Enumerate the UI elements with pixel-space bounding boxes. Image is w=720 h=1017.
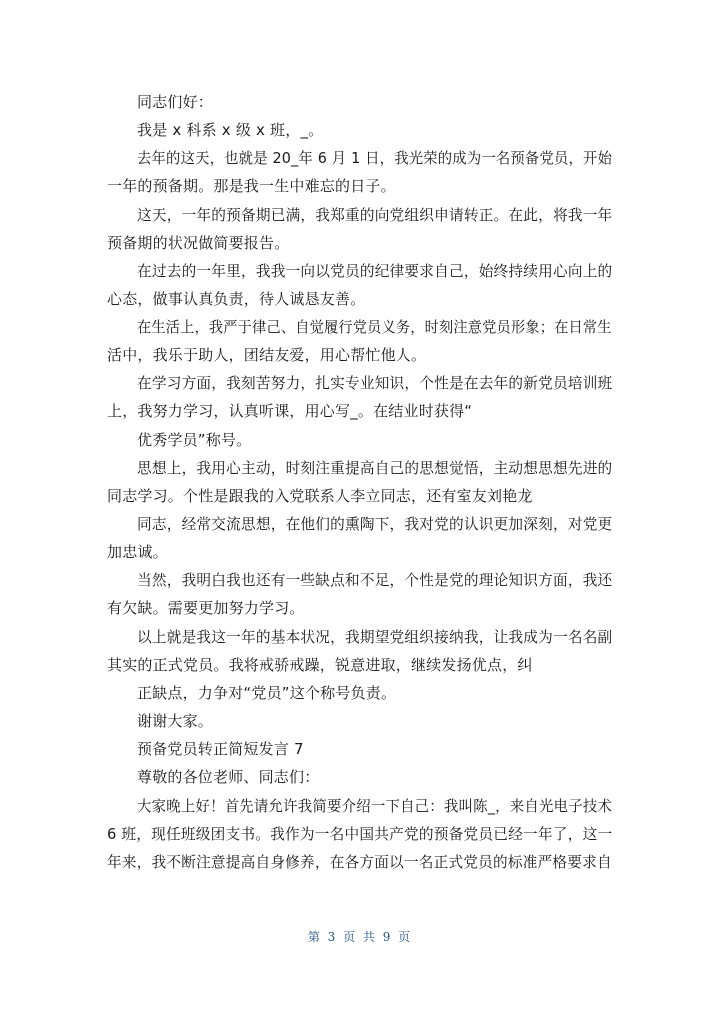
text-line: 活中，我乐于助人，团结友爱，用心帮忙他人。	[107, 346, 427, 364]
text-line: 正缺点，力争对“党员”这个称号负责。	[137, 684, 397, 702]
text-line: 有欠缺。需要更加努力学习。	[107, 599, 305, 617]
text-line: 大家晚上好！首先请允许我简要介绍一下自己：我叫陈_，来自光电子技术	[137, 797, 613, 815]
text-line: 一年的预备期。那是我一生中难忘的日子。	[107, 177, 396, 195]
text-line: 同志们好：	[137, 93, 214, 111]
text-line: 尊敬的各位老师、同志们：	[137, 768, 320, 786]
page-number-footer: 第 3 页 共 9 页	[307, 930, 413, 944]
text-line: 其实的正式党员。我将戒骄戒躁，锐意进取，继续发扬优点，纠	[107, 656, 533, 674]
section-heading: 预备党员转正简短发言 7	[137, 740, 304, 758]
text-line: 上，我努力学习，认真听课，用心写_。在结业时获得“	[107, 402, 473, 420]
text-line: 同志，经常交流思想，在他们的熏陶下，我对党的认识更加深刻，对党更	[137, 515, 613, 533]
text-line: 谢谢大家。	[137, 712, 214, 730]
text-line: 心态，做事认真负责，待人诚恳友善。	[107, 290, 366, 308]
text-line: 思想上，我用心主动，时刻注重提高自己的思想觉悟，主动想思想先进的	[137, 459, 613, 477]
text-line: 优秀学员”称号。	[137, 431, 252, 449]
text-line: 我是 x 科系 x 级 x 班，_。	[137, 121, 324, 139]
text-line: 当然，我明白我也还有一些缺点和不足，个性是党的理论知识方面，我还	[137, 571, 613, 589]
text-line: 在学习方面，我刻苦努力，扎实专业知识，个性是在去年的新党员培训班	[137, 374, 613, 392]
text-line: 年来，我不断注意提高自身修养，在各方面以一名正式党员的标准严格要求自	[107, 853, 612, 871]
text-line: 在过去的一年里，我我一向以党员的纪律要求自己，始终持续用心向上的	[137, 262, 613, 280]
text-line: 6 班，现任班级团支书。我作为一名中国共产党的预备党员已经一年了，这一	[107, 825, 613, 843]
text-line: 去年的这天，也就是 20_年 6 月 1 日，我光荣的成为一名预备党员，开始	[137, 149, 613, 167]
text-line: 在生活上，我严于律己、自觉履行党员义务，时刻注意党员形象；在日常生	[137, 318, 612, 336]
text-line: 以上就是我这一年的基本状况，我期望党组织接纳我，让我成为一名名副	[137, 628, 613, 646]
text-line: 加忠诚。	[107, 543, 168, 561]
text-line: 同志学习。个性是跟我的入党联系人李立同志，还有室友刘艳龙	[107, 487, 533, 505]
text-line: 预备期的状况做简要报告。	[107, 234, 290, 252]
text-line: 这天，一年的预备期已满，我郑重的向党组织申请转正。在此，将我一年	[137, 206, 613, 224]
